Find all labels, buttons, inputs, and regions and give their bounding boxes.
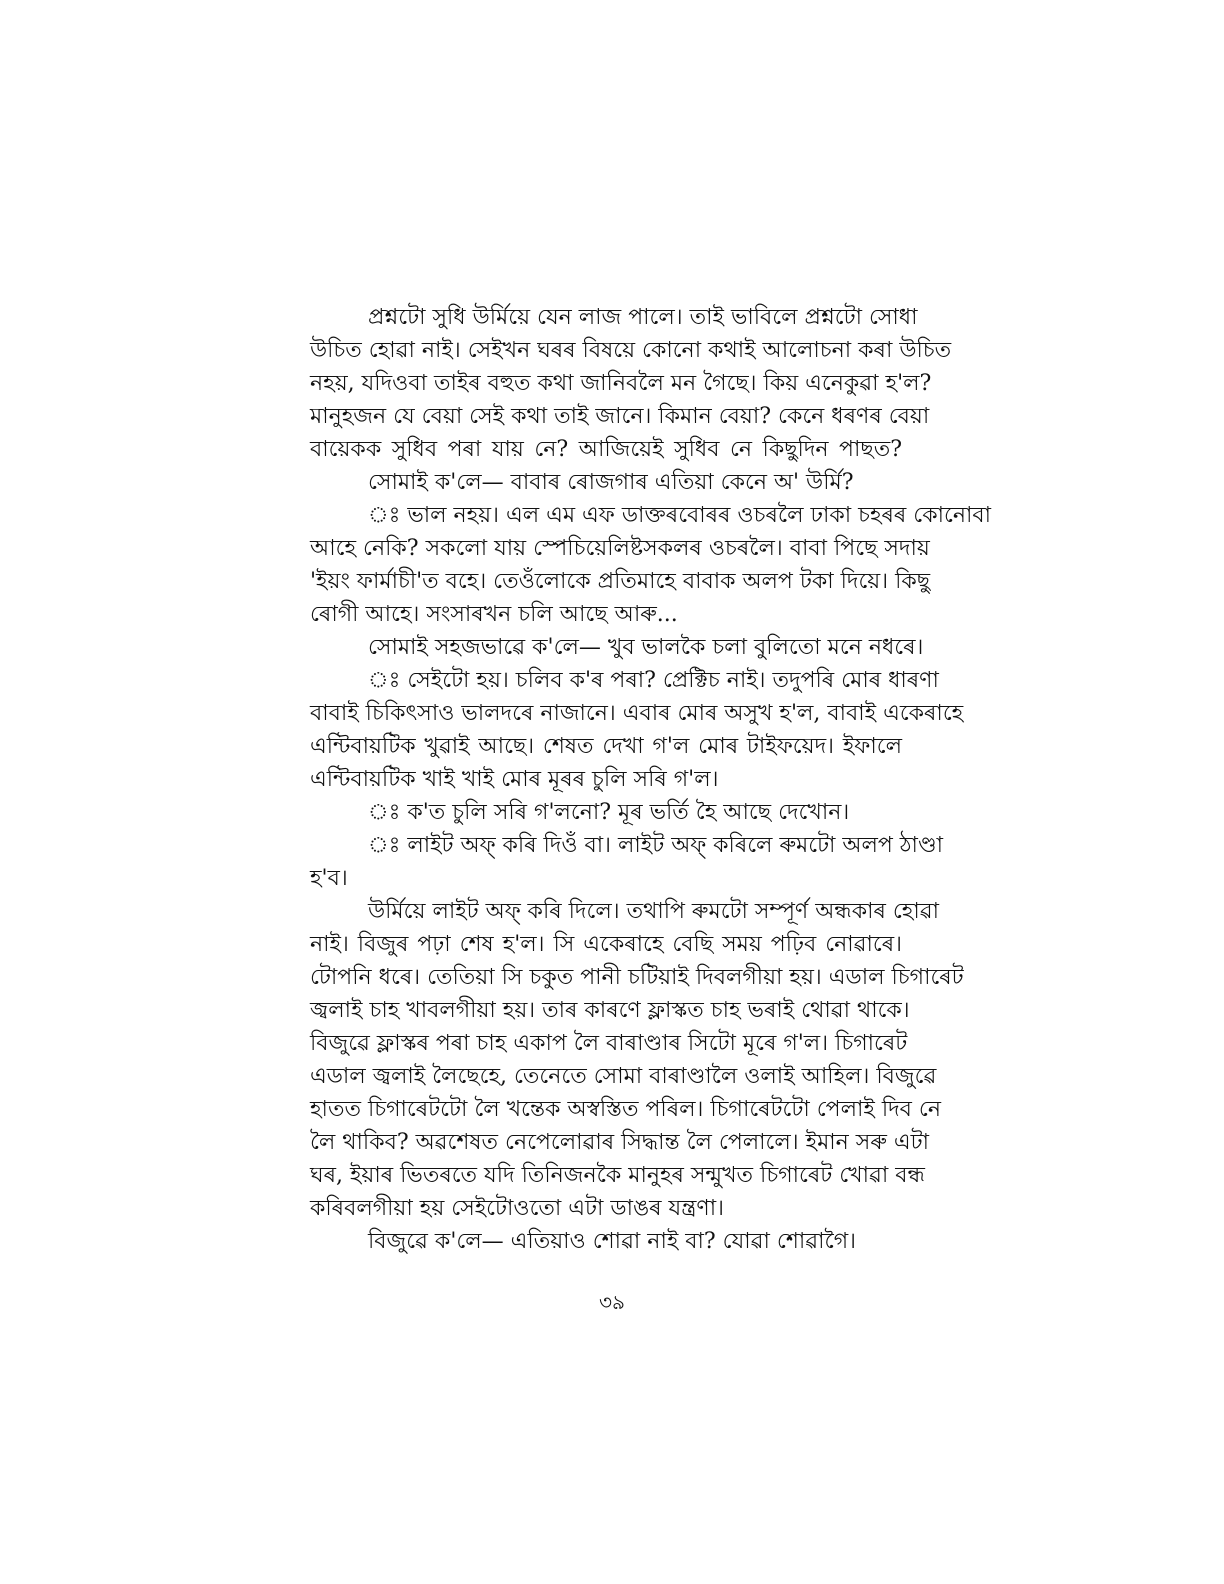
paragraph-line: মানুহজন যে বেয়া সেই কথা তাই জানে। কিমান বেয়া? কেনে ধৰণৰ বেয়া [310,404,930,429]
dialogue-line: ঃ ভাল নহয়। এল এম এফ ডাক্তৰবোৰৰ ওচৰলৈ ঢাকা চহৰৰ কোনোবা [368,503,991,528]
paragraph-line: জ্বলাই চাহ খাবলগীয়া হয়। তাৰ কাৰণে ফ্লাস্কত চাহ ভৰাই থোৱা থাকে। [310,998,910,1023]
paragraph-line: নাই। বিজুৰ পঢ়া শেষ হ'ল। সি একেৰাহে বেছি সময় পঢ়িব নোৱাৰে। [310,932,902,957]
paragraph-line: এডাল জ্বলাই লৈছেহে, তেনেতে সোমা বাৰাণ্ডালৈ ওলাই আহিল। বিজুৱে [310,1064,937,1089]
paragraph-line: উৰ্মিয়ে লাইট অফ্ কৰি দিলে। তথাপি ৰুমটো সম্পূৰ্ণ অন্ধকাৰ হোৱা [368,899,939,924]
paragraph-line: 'ইয়ং ফাৰ্মাচী'ত বহে। তেওঁলোকে প্ৰতিমাহে বাবাক অলপ টকা দিয়ে। কিছু [310,569,931,594]
dialogue-line: ঃ লাইট অফ্ কৰি দিওঁ বা। লাইট অফ্ কৰিলে ৰুমটো অলপ ঠাণ্ডা [368,833,943,858]
page-number: ৩৯ [599,1290,625,1314]
dialogue-line: সোমাই সহজভাৱে ক'লে— খুব ভালকৈ চলা বুলিতো মনে নধৰে। [368,635,924,660]
paragraph-line: টোপনি ধৰে। তেতিয়া সি চকুত পানী চটিয়াই দিবলগীয়া হয়। এডাল চিগাৰেট [310,965,964,990]
paragraph-line: বায়েকক সুধিব পৰা যায় নে? আজিয়েই সুধিব নে কিছুদিন পাছত? [310,437,902,462]
paragraph-line: বাবাই চিকিৎসাও ভালদৰে নাজানে। এবাৰ মোৰ অসুখ হ'ল, বাবাই একেৰাহে [310,701,964,726]
paragraph-line: ৰোগী আহে। সংসাৰখন চলি আছে আৰু... [310,602,678,627]
paragraph-line: উচিত হোৱা নাই। সেইখন ঘৰৰ বিষয়ে কোনো কথাই আলোচনা কৰা উচিত [310,338,952,363]
paragraph-line: লৈ থাকিব? অৱশেষত নেপেলোৱাৰ সিদ্ধান্ত লৈ পেলালে। ইমান সৰু এটা [310,1130,929,1155]
paragraph-line: প্রশ্নটো সুধি উর্মিয়ে যেন লাজ পালে। তাই ভাবিলে প্রশ্নটো সোধা [368,305,918,330]
paragraph-line: এন্টিবায়টিক খুৱাই আছে। শেষত দেখা গ'ল মোৰ টাইফয়েদ। ইফালে [310,734,902,759]
paragraph-line: এন্টিবায়টিক খাই খাই মোৰ মূৰৰ চুলি সৰি গ'ল। [310,767,719,792]
dialogue-line: বিজুৱে ক'লে— এতিয়াও শোৱা নাই বা? যোৱা শোৱাগৈ। [368,1229,856,1254]
dialogue-line: সোমাই ক'লে— বাবাৰ ৰোজগাৰ এতিয়া কেনে অ' উৰ্মি? [368,470,854,495]
paragraph-line: হ'ব। [310,866,348,891]
paragraph-line: নহয়, যদিওবা তাইৰ বহুত কথা জানিবলৈ মন গৈছে। কিয় এনেকুৱা হ'ল? [310,371,932,396]
paragraph-line: আহে নেকি? সকলো যায় স্পেচিয়েলিষ্টসকলৰ ওচৰলৈ। বাবা পিছে সদায় [310,536,930,561]
dialogue-line: ঃ ক'ত চুলি সৰি গ'লনো? মূৰ ভৰ্তি হৈ আছে দেখোন। [368,800,850,825]
paragraph-line: বিজুৱে ফ্লাস্কৰ পৰা চাহ একাপ লৈ বাৰাণ্ডাৰ সিটো মূৰে গ'ল। চিগাৰেট [310,1031,908,1056]
page-body [310,301,991,1258]
dialogue-line: ঃ সেইটো হয়। চলিব ক'ৰ পৰা? প্ৰেক্টিচ নাই। তদুপৰি মোৰ ধাৰণা [368,668,939,693]
paragraph-line: কৰিবলগীয়া হয় সেইটোওতো এটা ডাঙৰ যন্ত্ৰণা। [310,1196,724,1221]
paragraph-line: হাতত চিগাৰেটটো লৈ খন্তেক অস্বস্তিত পৰিল। চিগাৰেটটো পেলাই দিব নে [310,1097,941,1122]
paragraph-line: ঘৰ, ইয়াৰ ভিতৰতে যদি তিনিজনকৈ মানুহৰ সন্মুখত চিগাৰেট খোৱা বন্ধ [310,1163,925,1188]
